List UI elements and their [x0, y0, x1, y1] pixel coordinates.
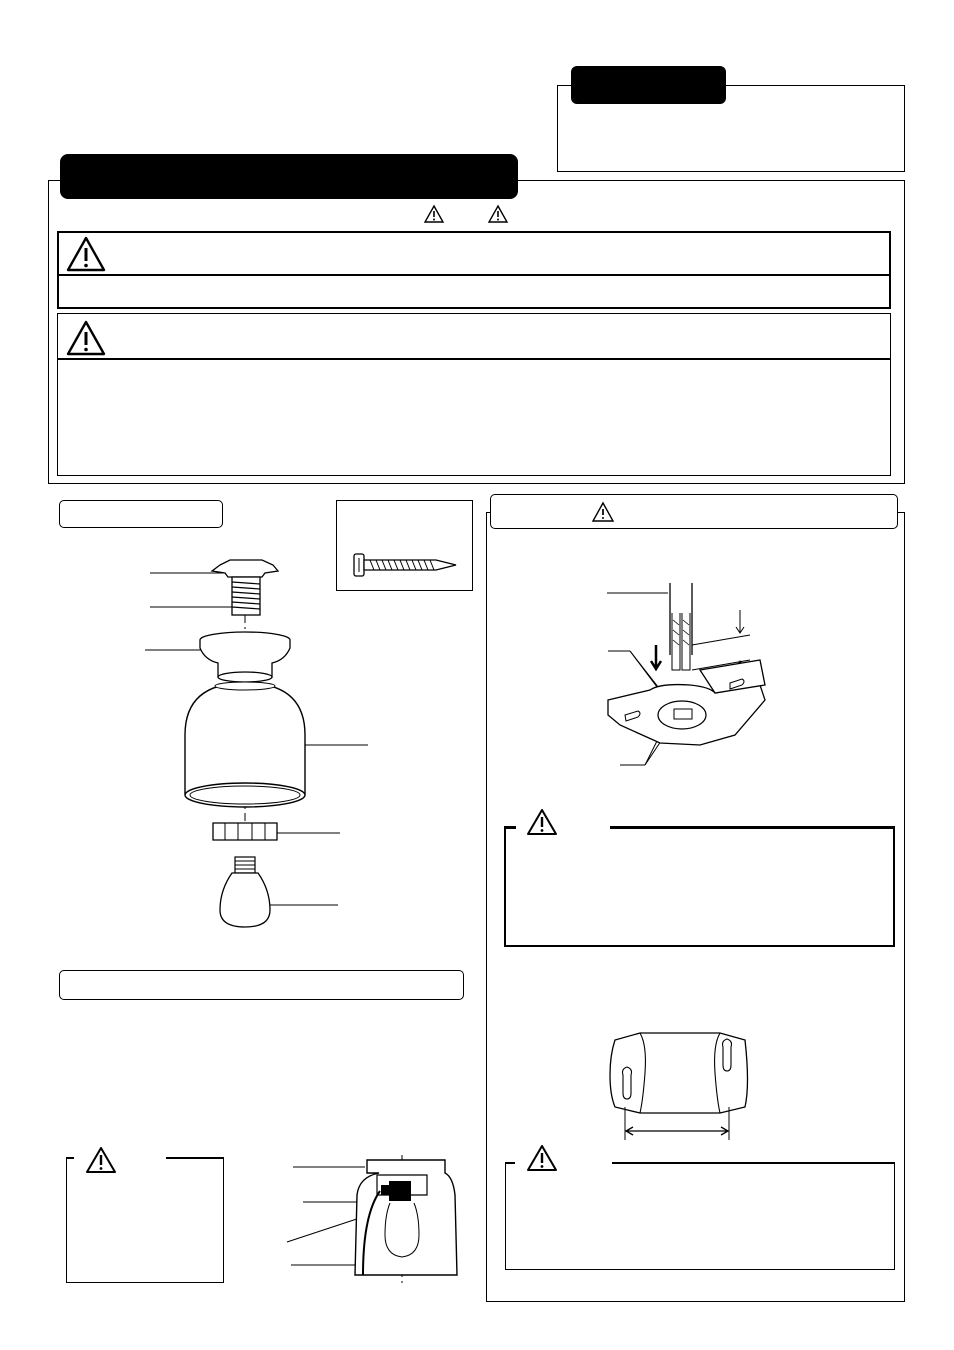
mounting-caution-box: [505, 1163, 895, 1270]
bulb-caution-box: [66, 1157, 224, 1283]
installation-section-label: [490, 494, 898, 529]
warning-triangle-icon: [66, 236, 106, 272]
wiring-diagram: [600, 575, 770, 770]
mounting-plate-diagram: [605, 1025, 750, 1145]
wiring-caution-box: [504, 827, 895, 947]
caution-triangle-icon: [488, 205, 508, 223]
warning-triangle-icon: [526, 808, 558, 836]
warning-triangle-icon: [85, 1146, 117, 1174]
wiring-caution-top-right: [610, 826, 895, 829]
lamp-cross-section-diagram: [285, 1155, 470, 1285]
mounting-caution-top-right: [612, 1162, 895, 1164]
caution-triangle-icon: [66, 320, 106, 356]
caution-block: [57, 313, 891, 476]
warning-triangle-icon: [424, 205, 444, 223]
mounting-caution-top-left: [505, 1162, 515, 1164]
safety-section-title-bar: [60, 154, 518, 199]
bulb-section-label: [59, 970, 464, 1000]
caution-divider: [57, 358, 891, 360]
bulb-caution-top-left: [66, 1157, 74, 1159]
wiring-caution-top-left: [504, 826, 516, 829]
notice-box-title-bar: [571, 66, 726, 104]
parts-section-label: [59, 500, 223, 528]
exploded-lamp-diagram: [140, 555, 380, 935]
caution-triangle-icon: [592, 502, 614, 522]
warning-block: [57, 231, 891, 309]
bulb-caution-top-right: [166, 1157, 224, 1159]
warning-triangle-icon: [526, 1144, 558, 1172]
warning-divider: [57, 274, 891, 276]
